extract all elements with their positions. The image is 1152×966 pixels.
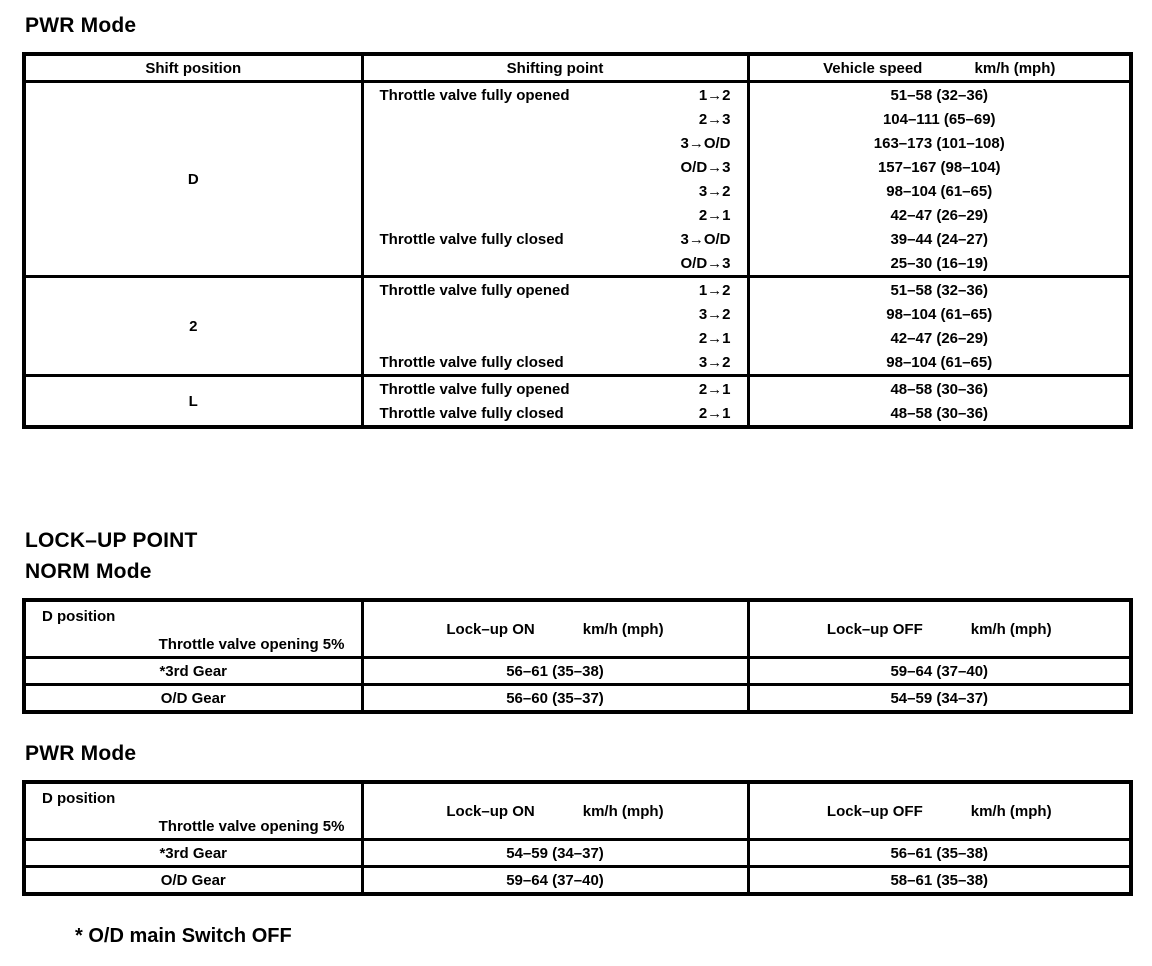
shifting-point-cell: 2→1: [362, 326, 748, 350]
shifting-point-cell: 3→2: [362, 302, 748, 326]
shifting-point-cell: Throttle valve fully closed 3→O/D: [362, 227, 748, 251]
lockup-on-cell: 54–59 (34–37): [362, 840, 748, 867]
lockup-off-header: Lock–up OFF km/h (mph): [748, 600, 1131, 658]
lockup-off-cell: 56–61 (35–38): [748, 840, 1131, 867]
col-header-shifting-point: Shifting point: [362, 54, 748, 82]
shifting-point-cell: 3→2: [362, 179, 748, 203]
table-row: [24, 376, 1131, 402]
shifting-point-cell: Throttle valve fully closed 2→1: [362, 401, 748, 427]
lockup-off-cell: 59–64 (37–40): [748, 658, 1131, 685]
vehicle-speed-cell: 25–30 (16–19): [748, 251, 1131, 277]
vehicle-speed-cell: 98–104 (61–65): [748, 350, 1131, 376]
lockup-point-title: LOCK–UP POINT: [25, 529, 198, 552]
d-position-header: D position Throttle valve opening 5%: [24, 782, 362, 840]
shifting-point-cell: O/D→3: [362, 155, 748, 179]
vehicle-speed-cell: 51–58 (32–36): [748, 82, 1131, 108]
shifting-point-cell: Throttle valve fully closed 3→2: [362, 350, 748, 376]
lockup-off-cell: 54–59 (34–37): [748, 685, 1131, 713]
vehicle-speed-cell: 98–104 (61–65): [748, 302, 1131, 326]
gear-cell: *3rd Gear: [24, 658, 362, 685]
lockup-norm-table: [22, 598, 1133, 714]
vehicle-speed-cell: 98–104 (61–65): [748, 179, 1131, 203]
shifting-point-cell: Throttle valve fully opened 1→2: [362, 82, 748, 108]
shift-position-cell: L: [24, 376, 362, 428]
table-row: [24, 658, 1131, 685]
vehicle-speed-cell: 104–111 (65–69): [748, 107, 1131, 131]
shift-point-table: [22, 52, 1133, 429]
gear-cell: *3rd Gear: [24, 840, 362, 867]
table-row: [24, 82, 1131, 108]
d-position-header: D position Throttle valve opening 5%: [24, 600, 362, 658]
shifting-point-cell: Throttle valve fully opened 2→1: [362, 376, 748, 402]
lockup-off-header: Lock–up OFF km/h (mph): [748, 782, 1131, 840]
gear-cell: O/D Gear: [24, 685, 362, 713]
vehicle-speed-cell: 163–173 (101–108): [748, 131, 1131, 155]
shifting-point-cell: 2→1: [362, 203, 748, 227]
shifting-point-cell: Throttle valve fully opened 1→2: [362, 277, 748, 303]
footnote: * O/D main Switch OFF: [75, 925, 292, 947]
shifting-point-cell: O/D→3: [362, 251, 748, 277]
shift-position-cell: D: [24, 82, 362, 277]
vehicle-speed-cell: 157–167 (98–104): [748, 155, 1131, 179]
vehicle-speed-cell: 39–44 (24–27): [748, 227, 1131, 251]
table-row: [24, 840, 1131, 867]
lockup-on-header: Lock–up ON km/h (mph): [362, 600, 748, 658]
shifting-point-cell: 2→3: [362, 107, 748, 131]
lockup-on-cell: 56–61 (35–38): [362, 658, 748, 685]
col-header-shift-position: Shift position: [24, 54, 362, 82]
shifting-point-cell: 3→O/D: [362, 131, 748, 155]
lockup-pwr-table: [22, 780, 1133, 896]
lockup-off-cell: 58–61 (35–38): [748, 867, 1131, 895]
vehicle-speed-cell: 48–58 (30–36): [748, 376, 1131, 402]
vehicle-speed-unit: km/h (mph): [974, 59, 1056, 77]
pwr-mode-title: PWR Mode: [25, 14, 137, 37]
lockup-on-header: Lock–up ON km/h (mph): [362, 782, 748, 840]
table-row: [24, 685, 1131, 713]
vehicle-speed-label: Vehicle speed: [823, 59, 923, 77]
gear-cell: O/D Gear: [24, 867, 362, 895]
col-header-vehicle-speed: [748, 54, 1131, 82]
norm-mode-title: NORM Mode: [25, 560, 152, 583]
vehicle-speed-cell: 42–47 (26–29): [748, 203, 1131, 227]
shift-position-cell: 2: [24, 277, 362, 376]
lockup-on-cell: 59–64 (37–40): [362, 867, 748, 895]
vehicle-speed-cell: 42–47 (26–29): [748, 326, 1131, 350]
vehicle-speed-cell: 51–58 (32–36): [748, 277, 1131, 303]
vehicle-speed-cell: 48–58 (30–36): [748, 401, 1131, 427]
table-row: [24, 277, 1131, 303]
pwr-mode-lockup-title: PWR Mode: [25, 742, 137, 765]
table-row: [24, 867, 1131, 895]
lockup-on-cell: 56–60 (35–37): [362, 685, 748, 713]
